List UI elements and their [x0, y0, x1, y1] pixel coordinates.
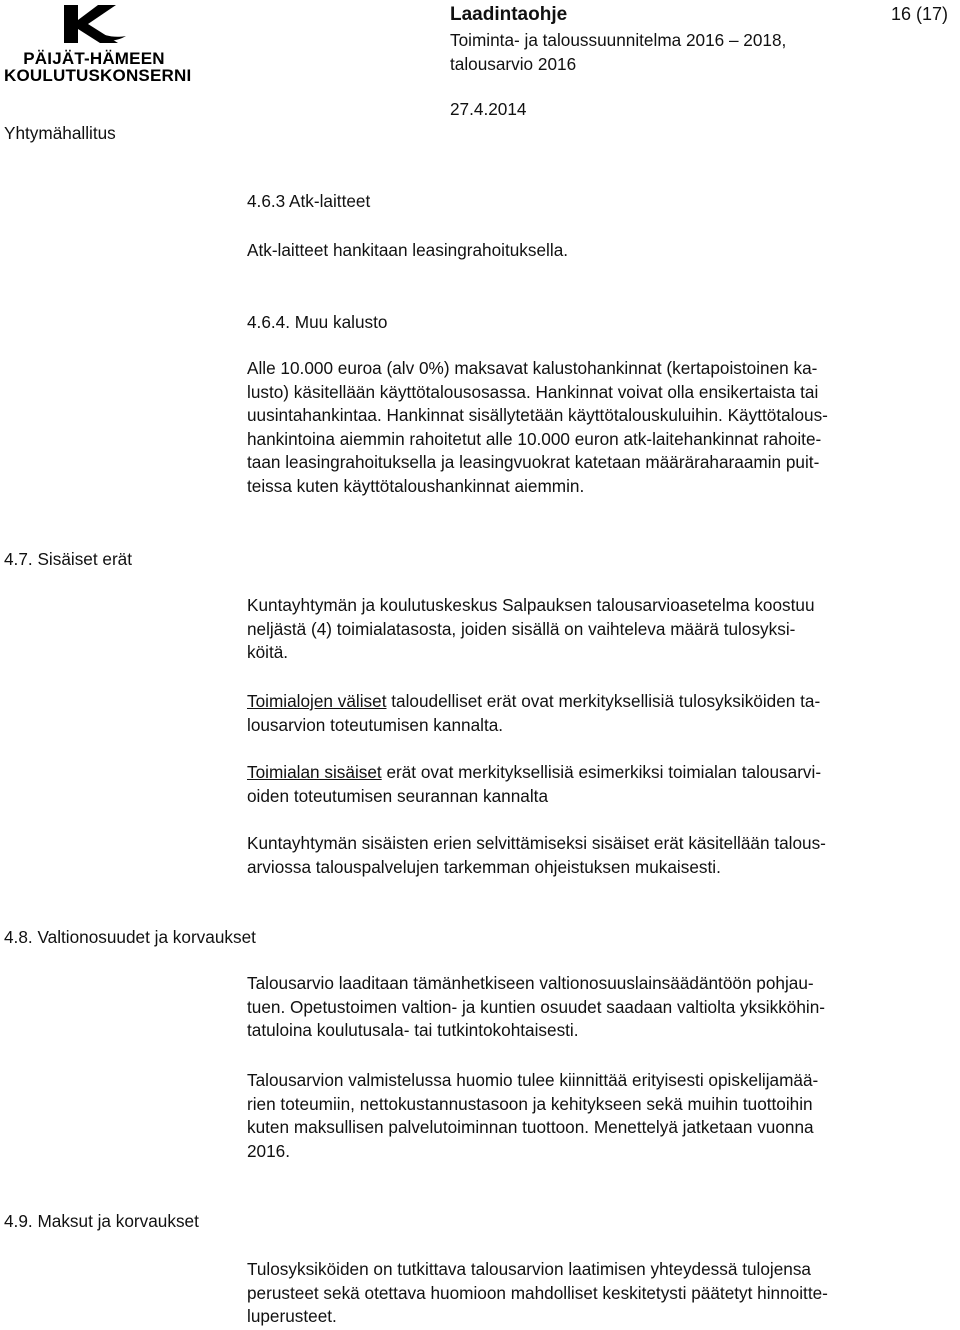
document-date: 27.4.2014 — [450, 99, 527, 119]
section-48-paragraph-1 — [247, 972, 825, 1043]
paragraph-line: Alle 10.000 euroa (alv 0%) maksavat kalustohankinnat (kertapoistoinen ka- — [247, 358, 818, 378]
section-49-paragraph-1 — [247, 1258, 828, 1329]
paragraph-line: Tulosyksiköiden on tutkittava talousarvion laatimisen yhteydessä tulojensa — [247, 1259, 811, 1279]
paragraph-line: lousarvion toteutumisen kannalta. — [247, 714, 504, 735]
paragraph-line: neljästä (4) toimialatasosta, joiden sisällä on vaihteleva määrä tulosyksi- — [247, 618, 796, 639]
paragraph-line: 2016. — [247, 1140, 291, 1161]
section-464-heading: 4.6.4. Muu kalusto — [247, 312, 388, 332]
paragraph-line: lusto) käsitellään käyttötalousosassa. Hankinnat voivat olla ensikertaista tai — [247, 381, 819, 402]
document-title: Laadintaohje — [450, 4, 568, 25]
paragraph-line: tuen. Opetustoimen valtion- ja kuntien osuudet saadaan valtiolta yksikköhin- — [247, 996, 826, 1017]
underlined-term: Toimialan sisäiset — [247, 762, 382, 782]
section-463-text: Atk-laitteet hankitaan leasingrahoituksella. — [247, 240, 569, 260]
section-47-heading: 4.7. Sisäiset erät — [4, 549, 133, 569]
logo-org-line2: KOULUTUSKONSERNI — [4, 66, 192, 85]
logo-org-line1: PÄIJÄT-HÄMEEN — [23, 49, 165, 68]
section-47-paragraph-2 — [247, 690, 820, 737]
paragraph-line: perusteet sekä otettava huomioon mahdolliset keskitetysti päätetyt hinnoitte- — [247, 1282, 828, 1303]
paragraph-line: taan leasingrahoituksella ja leasingvuokrat katetaan määräraharaamin puit- — [247, 452, 820, 472]
paragraph-line: tatuloina koulutusala- tai tutkintokohtaisesti. — [247, 1020, 579, 1040]
paragraph-line: luperusteet. — [247, 1306, 337, 1326]
paragraph-line: hankintoina aiemmin rahoitetut alle 10.000 euron atk-laitehankinnat rahoite- — [247, 428, 822, 449]
paragraph-line: Talousarvio laaditaan tämänhetkiseen valtionosuuslainsäädäntöön pohjau- — [247, 973, 814, 993]
section-48-paragraph-2 — [247, 1069, 818, 1163]
paragraph-line: Talousarvion valmistelussa huomio tulee kiinnittää erityisesti opiskelijamää- — [247, 1070, 819, 1090]
underlined-term: Toimialojen väliset — [247, 691, 387, 711]
organization-logo — [4, 2, 192, 88]
section-49-heading: 4.9. Maksut ja korvaukset — [4, 1211, 199, 1231]
section-464-paragraph — [247, 357, 828, 498]
department-label: Yhtymähallitus — [4, 123, 116, 143]
paragraph-line: Kuntayhtymän sisäisten erien selvittämiseksi sisäiset erät käsitellään talous- — [247, 833, 826, 853]
document-subtitle-line2: talousarvio 2016 — [450, 54, 577, 74]
paragraph-line: Kuntayhtymän ja koulutuskeskus Salpauksen talousarvioasetelma koostuu — [247, 595, 815, 615]
section-47-paragraph-1 — [247, 594, 815, 665]
paragraph-line: köitä. — [247, 642, 289, 662]
paragraph-line: teissa kuten käyttötaloushankinnat aiemmin. — [247, 475, 585, 496]
paragraph-line: arviossa talouspalvelujen tarkemman ohjeistuksen mukaisesti. — [247, 856, 721, 877]
paragraph-line: kuten maksullisen palvelutoiminnan tuottoon. Menettelyä jatketaan vuonna — [247, 1117, 814, 1137]
document-subtitle-line1: Toiminta- ja taloussuunnitelma 2016 – 2018, — [450, 30, 787, 50]
section-463-heading: 4.6.3 Atk-laitteet — [247, 191, 371, 211]
page-number: 16 (17) — [890, 4, 948, 24]
section-47-paragraph-4 — [247, 832, 826, 879]
section-47-paragraph-3 — [247, 761, 821, 808]
paragraph-line: uusintahankintaa. Hankinnat sisällytetään käyttötalouskuluihin. Käyttötalous- — [247, 405, 828, 425]
paragraph-line: rien toteumiin, nettokustannustasoon ja kehitykseen sekä muihin tuottoihin — [247, 1093, 813, 1114]
k-logo-icon — [58, 2, 128, 44]
paragraph-text: taloudelliset erät ovat merkityksellisiä tulosyksiköiden ta- — [386, 691, 821, 711]
paragraph-text: erät ovat merkityksellisiä esimerkiksi toimialan talousarvi- — [381, 762, 822, 782]
section-48-heading: 4.8. Valtionosuudet ja korvaukset — [4, 927, 256, 947]
paragraph-line: oiden toteutumisen seurannan kannalta — [247, 785, 548, 806]
